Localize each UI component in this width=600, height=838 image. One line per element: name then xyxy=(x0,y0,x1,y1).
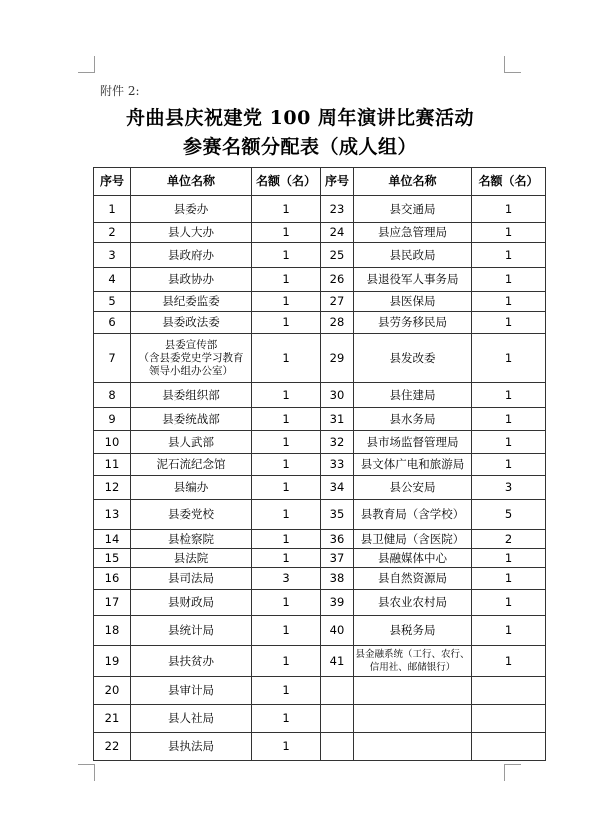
quota-cell: 1 xyxy=(472,268,546,292)
seq-cell: 4 xyxy=(94,268,131,292)
header-unit-right: 单位名称 xyxy=(354,168,472,196)
quota-cell: 1 xyxy=(252,549,321,568)
unit-cell: 泥石流纪念馆 xyxy=(131,454,252,476)
seq-cell: 40 xyxy=(321,616,354,646)
seq-cell: 20 xyxy=(94,677,131,705)
table-row xyxy=(94,677,546,705)
seq-cell: 18 xyxy=(94,616,131,646)
table-row xyxy=(94,733,546,761)
crop-mark-top-left xyxy=(78,56,95,73)
table-row xyxy=(94,312,546,334)
header-quota-left: 名额（名） xyxy=(252,168,321,196)
quota-cell: 1 xyxy=(472,243,546,268)
seq-cell: 1 xyxy=(94,196,131,223)
unit-cell: 县编办 xyxy=(131,476,252,500)
quota-cell: 1 xyxy=(472,616,546,646)
seq-cell: 24 xyxy=(321,223,354,243)
quota-cell: 1 xyxy=(252,616,321,646)
unit-cell: 县民政局 xyxy=(354,243,472,268)
quota-cell: 1 xyxy=(252,334,321,383)
unit-cell: 县税务局 xyxy=(354,616,472,646)
table-row xyxy=(94,243,546,268)
unit-cell: 县司法局 xyxy=(131,568,252,590)
quota-cell: 1 xyxy=(252,408,321,431)
unit-cell: 县人大办 xyxy=(131,223,252,243)
unit-cell: 县自然资源局 xyxy=(354,568,472,590)
table-row xyxy=(94,549,546,568)
unit-cell: 县法院 xyxy=(131,549,252,568)
quota-cell: 1 xyxy=(252,243,321,268)
unit-cell: 县公安局 xyxy=(354,476,472,500)
seq-cell: 13 xyxy=(94,500,131,530)
quota-cell: 2 xyxy=(472,530,546,549)
seq-cell: 29 xyxy=(321,334,354,383)
table-row xyxy=(94,383,546,408)
crop-mark-top-right xyxy=(504,56,521,73)
unit-cell: 县人武部 xyxy=(131,431,252,454)
seq-cell: 17 xyxy=(94,590,131,616)
quota-cell: 1 xyxy=(472,312,546,334)
unit-cell: 县统计局 xyxy=(131,616,252,646)
unit-cell: 县委政法委 xyxy=(131,312,252,334)
unit-cell: 县财政局 xyxy=(131,590,252,616)
seq-cell: 10 xyxy=(94,431,131,454)
quota-cell: 1 xyxy=(252,476,321,500)
seq-cell: 33 xyxy=(321,454,354,476)
quota-cell: 1 xyxy=(472,568,546,590)
table-row xyxy=(94,646,546,677)
unit-cell: 县医保局 xyxy=(354,292,472,312)
quota-cell: 3 xyxy=(472,476,546,500)
unit-line-1: 县金融系统（工行、农行、 xyxy=(355,649,470,660)
header-seq-left: 序号 xyxy=(94,168,131,196)
crop-mark-bottom-right xyxy=(504,764,521,781)
unit-cell: 县检察院 xyxy=(131,530,252,549)
document-title-line2: 参赛名额分配表（成人组） xyxy=(182,136,417,158)
quota-cell: 1 xyxy=(252,292,321,312)
unit-cell: 县发改委 xyxy=(354,334,472,383)
empty-cell xyxy=(472,733,546,761)
quota-cell: 1 xyxy=(252,705,321,733)
table-row xyxy=(94,196,546,223)
unit-cell: 县劳务移民局 xyxy=(354,312,472,334)
quota-cell: 1 xyxy=(472,646,546,677)
quota-cell: 1 xyxy=(252,500,321,530)
empty-cell xyxy=(472,705,546,733)
table-row xyxy=(94,590,546,616)
unit-cell: 县文体广电和旅游局 xyxy=(354,454,472,476)
quota-cell: 1 xyxy=(252,312,321,334)
unit-line-1: 县委宣传部 xyxy=(164,338,218,351)
unit-cell: 县卫健局（含医院） xyxy=(354,530,472,549)
quota-cell: 1 xyxy=(472,334,546,383)
quota-cell: 1 xyxy=(472,431,546,454)
quota-cell: 5 xyxy=(472,500,546,530)
unit-cell-multiline xyxy=(131,334,252,383)
unit-cell-multiline xyxy=(354,646,472,677)
quota-allocation-table xyxy=(93,167,546,761)
seq-cell: 30 xyxy=(321,383,354,408)
empty-cell xyxy=(321,733,354,761)
quota-cell: 1 xyxy=(472,549,546,568)
unit-cell: 县政协办 xyxy=(131,268,252,292)
unit-cell: 县委统战部 xyxy=(131,408,252,431)
seq-cell: 3 xyxy=(94,243,131,268)
empty-cell xyxy=(354,733,472,761)
unit-cell: 县委组织部 xyxy=(131,383,252,408)
crop-mark-bottom-left xyxy=(78,764,95,781)
table-row xyxy=(94,431,546,454)
table-row xyxy=(94,476,546,500)
seq-cell: 35 xyxy=(321,500,354,530)
seq-cell: 19 xyxy=(94,646,131,677)
seq-cell: 38 xyxy=(321,568,354,590)
table-row xyxy=(94,568,546,590)
header-unit-left: 单位名称 xyxy=(131,168,252,196)
quota-cell: 1 xyxy=(472,196,546,223)
unit-cell: 县应急管理局 xyxy=(354,223,472,243)
quota-cell: 1 xyxy=(252,431,321,454)
quota-cell: 1 xyxy=(252,268,321,292)
header-quota-right: 名额（名） xyxy=(472,168,546,196)
seq-cell: 12 xyxy=(94,476,131,500)
unit-line-3: 领导小组办公室） xyxy=(149,364,233,377)
unit-cell: 县执法局 xyxy=(131,733,252,761)
seq-cell: 41 xyxy=(321,646,354,677)
quota-cell: 1 xyxy=(252,530,321,549)
unit-cell: 县水务局 xyxy=(354,408,472,431)
seq-cell: 15 xyxy=(94,549,131,568)
unit-cell: 县政府办 xyxy=(131,243,252,268)
empty-cell xyxy=(354,677,472,705)
seq-cell: 7 xyxy=(94,334,131,383)
seq-cell: 32 xyxy=(321,431,354,454)
quota-cell: 1 xyxy=(252,646,321,677)
quota-cell: 1 xyxy=(252,677,321,705)
unit-cell: 县住建局 xyxy=(354,383,472,408)
unit-cell: 县教育局（含学校） xyxy=(354,500,472,530)
quota-cell: 1 xyxy=(252,196,321,223)
attachment-label: 附件 2: xyxy=(100,84,140,98)
seq-cell: 26 xyxy=(321,268,354,292)
seq-cell: 31 xyxy=(321,408,354,431)
quota-cell: 1 xyxy=(472,408,546,431)
unit-cell: 县人社局 xyxy=(131,705,252,733)
seq-cell: 23 xyxy=(321,196,354,223)
seq-cell: 5 xyxy=(94,292,131,312)
quota-cell: 1 xyxy=(472,292,546,312)
document-title-line1: 舟曲县庆祝建党 100 周年演讲比赛活动 xyxy=(126,107,474,129)
unit-line-2: （含县委党史学习教育 xyxy=(138,351,244,364)
unit-cell: 县扶贫办 xyxy=(131,646,252,677)
seq-cell: 25 xyxy=(321,243,354,268)
seq-cell: 36 xyxy=(321,530,354,549)
unit-cell: 县退役军人事务局 xyxy=(354,268,472,292)
quota-cell: 1 xyxy=(472,223,546,243)
empty-cell xyxy=(321,705,354,733)
unit-cell: 县审计局 xyxy=(131,677,252,705)
table-row xyxy=(94,292,546,312)
seq-cell: 11 xyxy=(94,454,131,476)
seq-cell: 27 xyxy=(321,292,354,312)
table-row xyxy=(94,268,546,292)
seq-cell: 9 xyxy=(94,408,131,431)
seq-cell: 8 xyxy=(94,383,131,408)
table-row xyxy=(94,334,546,383)
unit-cell: 县融媒体中心 xyxy=(354,549,472,568)
empty-cell xyxy=(354,705,472,733)
table-row xyxy=(94,454,546,476)
quota-cell: 1 xyxy=(252,383,321,408)
seq-cell: 6 xyxy=(94,312,131,334)
empty-cell xyxy=(472,677,546,705)
seq-cell: 22 xyxy=(94,733,131,761)
seq-cell: 28 xyxy=(321,312,354,334)
seq-cell: 34 xyxy=(321,476,354,500)
table-row xyxy=(94,616,546,646)
quota-cell: 1 xyxy=(252,223,321,243)
quota-cell: 1 xyxy=(252,454,321,476)
unit-cell: 县市场监督管理局 xyxy=(354,431,472,454)
table-row xyxy=(94,408,546,431)
unit-cell: 县委办 xyxy=(131,196,252,223)
quota-cell: 1 xyxy=(252,590,321,616)
quota-cell: 1 xyxy=(252,733,321,761)
unit-cell: 县交通局 xyxy=(354,196,472,223)
unit-cell: 县委党校 xyxy=(131,500,252,530)
header-seq-right: 序号 xyxy=(321,168,354,196)
seq-cell: 37 xyxy=(321,549,354,568)
table-row xyxy=(94,530,546,549)
quota-cell: 1 xyxy=(472,454,546,476)
seq-cell: 21 xyxy=(94,705,131,733)
table-row xyxy=(94,500,546,530)
quota-cell: 1 xyxy=(472,383,546,408)
seq-cell: 2 xyxy=(94,223,131,243)
empty-cell xyxy=(321,677,354,705)
seq-cell: 14 xyxy=(94,530,131,549)
unit-cell: 县农业农村局 xyxy=(354,590,472,616)
seq-cell: 16 xyxy=(94,568,131,590)
quota-cell: 1 xyxy=(472,590,546,616)
table-row xyxy=(94,223,546,243)
quota-cell: 3 xyxy=(252,568,321,590)
table-header-row xyxy=(94,168,546,196)
unit-cell: 县纪委监委 xyxy=(131,292,252,312)
table-row xyxy=(94,705,546,733)
unit-line-2: 信用社、邮储银行） xyxy=(369,662,456,673)
seq-cell: 39 xyxy=(321,590,354,616)
